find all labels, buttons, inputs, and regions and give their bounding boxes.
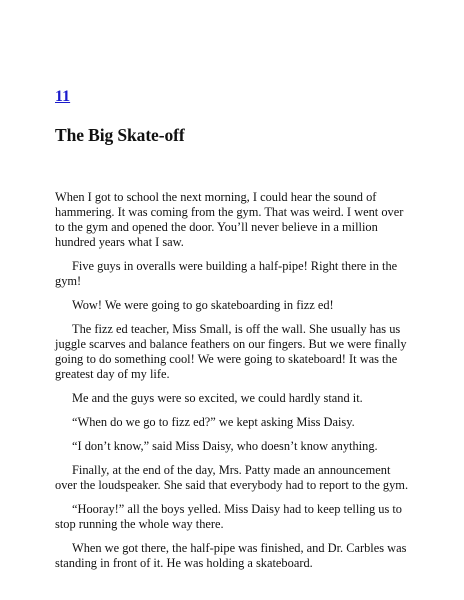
chapter-number-link[interactable]: 11 [55,88,71,105]
paragraph: “When do we go to fizz ed?” we kept asking Miss Daisy. [72,415,355,429]
paragraph: When I got to school the next morning, I could hear the sound of hammering. It was coming from the gym. That was weird. I went over to the gym and opened the door. You’ll never believe in a million hundred years what I saw. [55,190,404,249]
paragraph: Wow! We were going to go skateboarding in fizz ed! [72,298,334,312]
paragraph: “I don’t know,” said Miss Daisy, who doesn’t know anything. [72,439,378,453]
paragraph: The fizz ed teacher, Miss Small, is off the wall. She usually has us juggle scarves and balance feathers on our fingers. But we were finally going to do something cool! We were going to skateboard! It was the greatest day of my life. [55,322,407,381]
paragraph: When we got there, the half-pipe was finished, and Dr. Carbles was standing in front of it. He was holding a skateboard. [55,541,407,570]
chapter-body [55,190,415,580]
chapter-title: The Big Skate-off [55,125,185,145]
paragraph: “Hooray!” all the boys yelled. Miss Daisy had to keep telling us to stop running the whole way there. [55,502,403,531]
paragraph: Me and the guys were so excited, we could hardly stand it. [72,391,363,405]
paragraph: Finally, at the end of the day, Mrs. Patty made an announcement over the loudspeaker. She said that everybody had to report to the gym. [55,463,409,492]
paragraph: Five guys in overalls were building a half-pipe! Right there in the gym! [55,259,398,288]
